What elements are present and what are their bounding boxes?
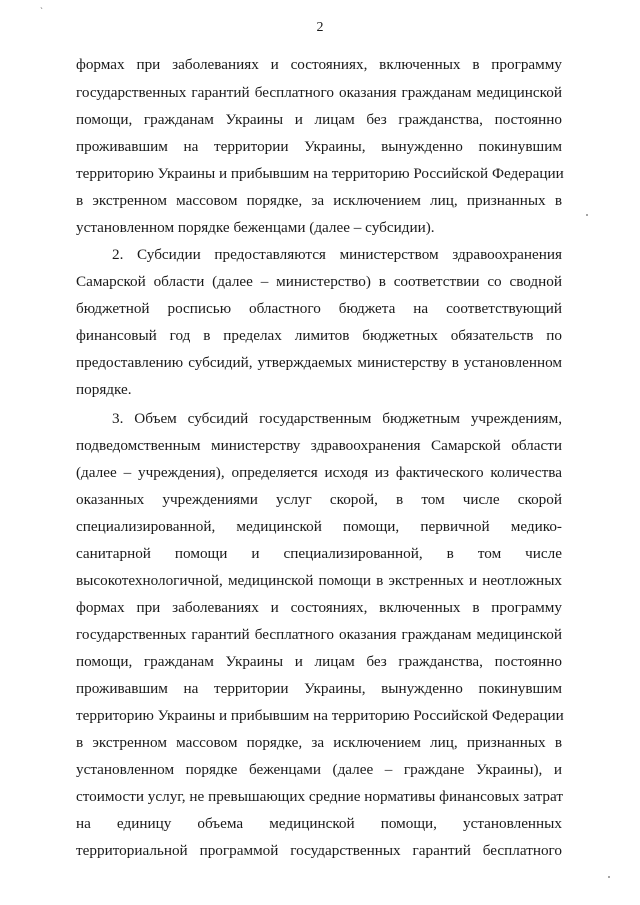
paragraph-3-line-5: специализированной, медицинской помощи, первичной медико-: [76, 518, 562, 535]
paragraph-1-line-2: государственных гарантий бесплатного оказания гражданам медицинской: [76, 84, 562, 101]
paragraph-2-line-5: предоставлению субсидий, утверждаемых министерству в установленном: [76, 354, 562, 371]
paragraph-2-line-3: бюджетной росписью областного бюджета на соответствующий: [76, 300, 562, 317]
paragraph-3-line-11: проживавшим на территории Украины, вынужденно покинувшим: [76, 680, 562, 697]
paragraph-1-line-1: формах при заболеваниях и состояниях, включенных в программу: [76, 56, 562, 73]
paragraph-3-line-6: санитарной помощи и специализированной, в том числе: [76, 545, 562, 562]
paragraph-1-line-4: проживавшим на территории Украины, вынужденно покинувшим: [76, 138, 562, 155]
paragraph-3-line-13: в экстренном массовом порядке, за исключением лиц, признанных в: [76, 734, 562, 751]
paragraph-1-line-5: территорию Украины и прибывшим на территорию Российской Федерации: [76, 165, 564, 182]
scan-speck: [608, 876, 610, 878]
paragraph-3-line-15: стоимости услуг, не превышающих средние нормативы финансовых затрат: [76, 788, 563, 805]
paragraph-2-line-2: Самарской области (далее – министерство) в соответствии со сводной: [76, 273, 562, 290]
paragraph-3-line-4: оказанных учреждениями услуг скорой, в том числе скорой: [76, 491, 562, 508]
scan-speck: [586, 214, 588, 216]
corner-mark: `: [40, 6, 43, 16]
paragraph-2-line-1: 2. Субсидии предоставляются министерством здравоохранения: [112, 246, 562, 263]
paragraph-3-line-3: (далее – учреждения), определяется исходя из фактического количества: [76, 464, 562, 481]
paragraph-3-line-16: на единицу объема медицинской помощи, установленных: [76, 815, 562, 832]
paragraph-3-line-17: территориальной программой государственных гарантий бесплатного: [76, 842, 562, 859]
paragraph-3-line-9: государственных гарантий бесплатного оказания гражданам медицинской: [76, 626, 562, 643]
page-number: 2: [316, 20, 324, 35]
paragraph-3-line-14: установленном порядке беженцами (далее – граждане Украины), и: [76, 761, 562, 778]
paragraph-3-line-2: подведомственным министерству здравоохранения Самарской области: [76, 437, 562, 454]
paragraph-1-line-6: в экстренном массовом порядке, за исключением лиц, признанных в: [76, 192, 562, 209]
paragraph-1-line-3: помощи, гражданам Украины и лицам без гражданства, постоянно: [76, 111, 562, 128]
paragraph-3-line-1: 3. Объем субсидий государственным бюджетным учреждениям,: [112, 410, 562, 427]
paragraph-1-line-7: установленном порядке беженцами (далее – субсидии).: [76, 219, 435, 236]
paragraph-3-line-10: помощи, гражданам Украины и лицам без гражданства, постоянно: [76, 653, 562, 670]
paragraph-2-line-6: порядке.: [76, 381, 132, 398]
paragraph-3-line-12: территорию Украины и прибывшим на территорию Российской Федерации: [76, 707, 564, 724]
paragraph-2-line-4: финансовый год в пределах лимитов бюджетных обязательств по: [76, 327, 562, 344]
paragraph-3-line-8: формах при заболеваниях и состояниях, включенных в программу: [76, 599, 562, 616]
paragraph-3-line-7: высокотехнологичной, медицинской помощи в экстренных и неотложных: [76, 572, 562, 589]
